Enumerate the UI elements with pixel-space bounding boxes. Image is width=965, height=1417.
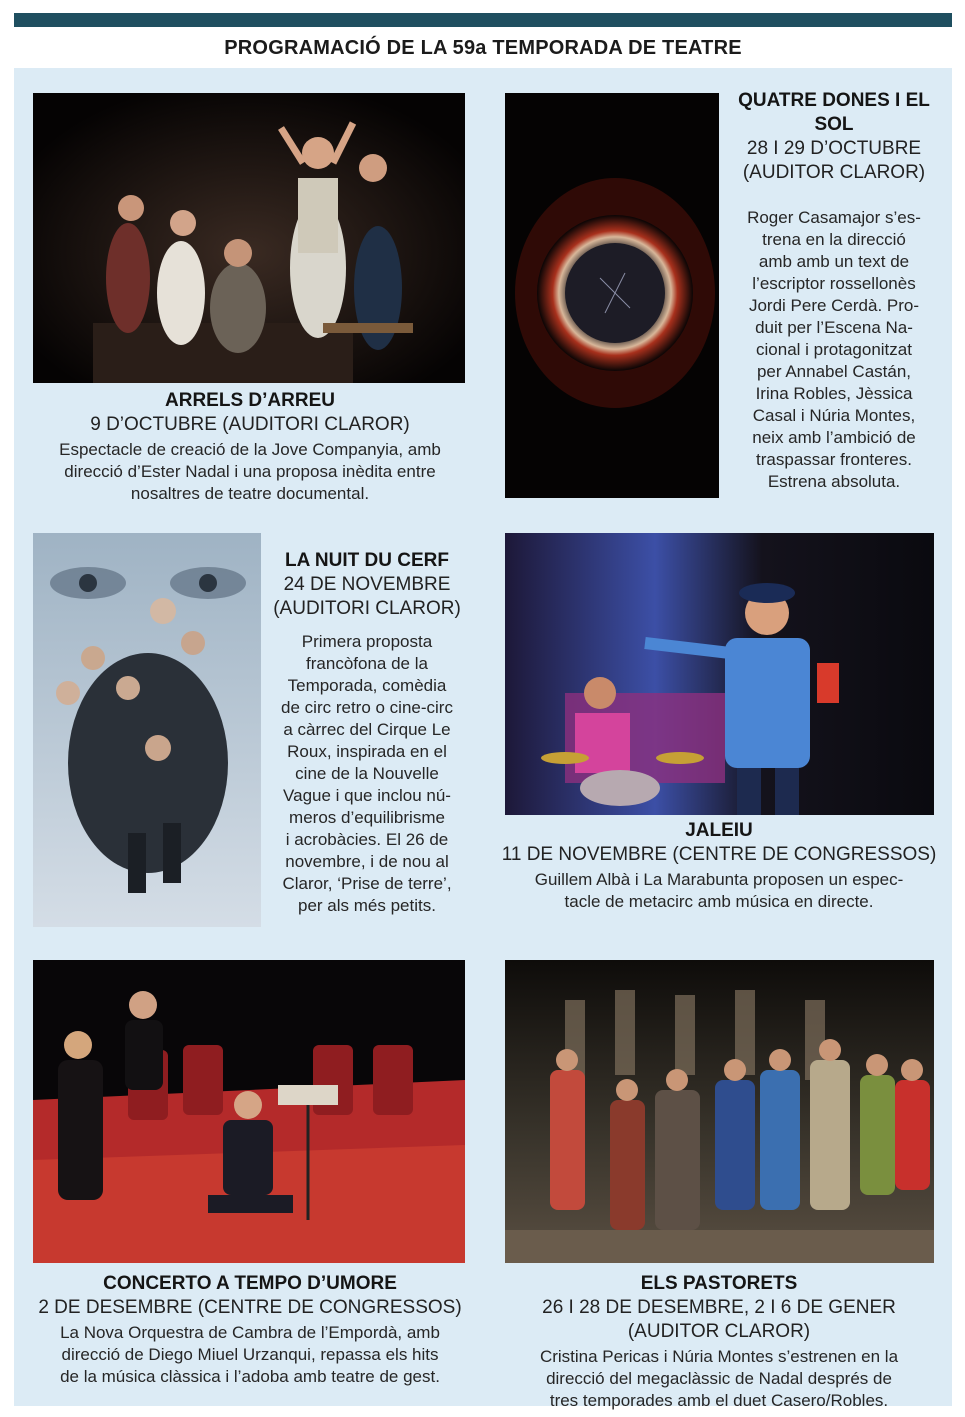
show-description: Primera proposta francòfona de la Temporada, comèdia de circ retro o cine-circ a càrrec del Cirque Le Roux, inspirada en el cine de la Nouvelle Vague i que inclou nú- meros d’equilibrisme i acrobàcies. El 26 de novembre, i de nou al Claror, ‘Prise de terre’, per als més petits.: [281, 632, 453, 915]
show-els-pastorets: [494, 1272, 944, 1412]
show-date: 9 D’OCTUBRE (AUDITORI CLAROR): [90, 414, 410, 435]
show-concerto: [22, 1272, 478, 1388]
show-quatre-dones: [725, 89, 943, 493]
show-description: Cristina Pericas i Núria Montes s’estrenen en la direcció del megaclàssic de Nadal després de tres temporades amb el duet Casero/Robles.: [539, 1347, 899, 1410]
photo-quatre-dones: [505, 93, 719, 498]
photo-concerto: [33, 960, 465, 1263]
show-date-line-2: (AUDITOR CLAROR): [742, 162, 926, 183]
show-date-line-1: 28 I 29 D’OCTUBRE: [746, 138, 922, 159]
show-title: ARRELS D’ARREU: [165, 390, 335, 411]
show-description: Roger Casamajor s’es- trena en la direcció amb amb un text de l’escriptor rossellonès Jordi Pere Cerdà. Pro- duit per l’Escena Na- cional i protagonitzat per Annabel Castán, Irina Robles, Jèssica Casal i Núria Montes, neix amb l’ambició de traspassar fronteres. Estrena absoluta.: [747, 208, 921, 491]
photo-els-pastorets: [505, 960, 934, 1263]
show-description: La Nova Orquestra de Cambra de l’Empordà, amb direcció de Diego Miuel Urzanqui, repassa els hits de la música clàssica i l’adoba amb teatre de gest.: [60, 1323, 440, 1386]
show-date-line-2: (AUDITORI CLAROR): [273, 598, 461, 619]
show-la-nuit-du-cerf: [262, 549, 472, 917]
show-description: Espectacle de creació de la Jove Companyia, amb direcció d’Ester Nadal i una proposa inèdita entre nosaltres de teatre documental.: [59, 440, 441, 503]
show-jaleiu: [496, 819, 942, 913]
photo-jaleiu: [505, 533, 934, 815]
page-title: PROGRAMACIÓ DE LA 59a TEMPORADA DE TEATRE: [224, 37, 742, 59]
show-title: LA NUIT DU CERF: [285, 550, 449, 571]
show-description: Guillem Albà i La Marabunta proposen un espec- tacle de metacirc amb música en directe.: [534, 870, 904, 911]
show-title: JALEIU: [685, 820, 753, 841]
photo-arrels-darreu: [33, 93, 465, 383]
show-title: QUATRE DONES I EL SOL: [738, 90, 930, 135]
show-date: 11 DE NOVEMBRE (CENTRE DE CONGRESSOS): [501, 844, 937, 865]
show-date: 26 I 28 DE DESEMBRE, 2 I 6 DE GENER (AUDITOR CLAROR): [542, 1297, 896, 1342]
show-arrels: [24, 389, 476, 505]
show-date: 2 DE DESEMBRE (CENTRE DE CONGRESSOS): [38, 1297, 462, 1318]
top-rule: [14, 13, 952, 27]
photo-la-nuit-du-cerf: [33, 533, 261, 927]
show-title: ELS PASTORETS: [640, 1273, 798, 1294]
show-date-line-1: 24 DE NOVEMBRE: [283, 574, 451, 595]
show-title: CONCERTO A TEMPO D’UMORE: [103, 1273, 397, 1294]
